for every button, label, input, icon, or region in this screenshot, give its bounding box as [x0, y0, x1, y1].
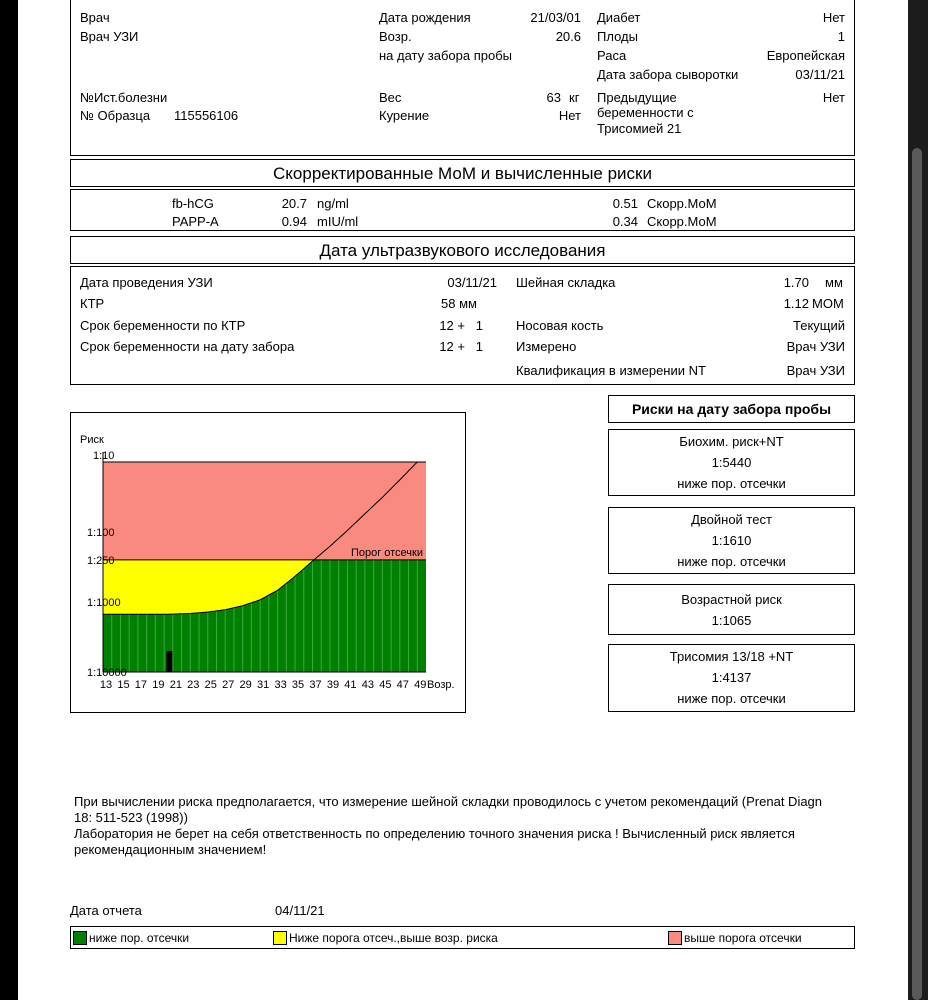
risk-card-double-test — [608, 507, 855, 574]
ga-crl-weeks: 12 + — [439, 318, 465, 333]
nt-label: Шейная складка — [516, 275, 616, 290]
mom-row-name: fb-hCG — [172, 196, 214, 211]
chart-x-tick-label: 41 — [344, 679, 357, 691]
legend-swatch — [668, 931, 682, 945]
ga-sample-label: Срок беременности на дату забора — [80, 339, 295, 354]
us-date-label: Дата проведения УЗИ — [80, 275, 213, 290]
chart-y-tick-label: 1:10000 — [87, 667, 127, 679]
race-value: Европейская — [766, 48, 845, 63]
ga-sample-days: 1 — [475, 339, 483, 354]
risk-card-note: ниже пор. отсечки — [677, 476, 786, 491]
risk-card-value: 1:5440 — [711, 455, 752, 470]
mom-row-name: PAPP-A — [172, 214, 219, 229]
mom-box — [70, 189, 855, 231]
prev-preg-label-2: беременности с — [597, 105, 694, 120]
doctor-label: Врач — [80, 10, 110, 25]
fetuses-label: Плоды — [597, 29, 638, 44]
weight-unit: кг — [569, 90, 580, 105]
us-date-value: 03/11/21 — [447, 275, 497, 290]
patient-info-box — [70, 0, 855, 156]
chart-y-tick-label: 1:10 — [93, 450, 115, 462]
chart-x-tick-label: 25 — [204, 679, 217, 691]
chart-x-tick-label: 29 — [239, 679, 252, 691]
disclaimer-line: 18: 511-523 (1998)) — [74, 810, 188, 825]
us-doctor-label: Врач УЗИ — [80, 29, 139, 44]
smoking-label: Курение — [379, 108, 430, 123]
chart-x-tick-label: 17 — [134, 679, 148, 691]
risk-card-trisomy-13-18 — [608, 644, 855, 712]
smoking-value: Нет — [558, 108, 581, 123]
mom-row-mom: 0.34 — [612, 214, 638, 229]
chart-x-tick-label: 35 — [291, 679, 305, 691]
prev-preg-value: Нет — [822, 90, 845, 105]
ultrasound-title-box — [70, 236, 855, 264]
legend-label: Ниже порога отсеч.,выше возр. риска — [289, 931, 498, 945]
risk-card-note: ниже пор. отсечки — [677, 554, 786, 569]
chart-x-tick-label: 23 — [187, 679, 200, 691]
chart-x-tick-label: 37 — [309, 679, 322, 691]
risk-card-title: Биохим. риск+NT — [679, 434, 784, 449]
ultrasound-title: Дата ультразвукового исследования — [319, 241, 606, 260]
chart-region-above-cutoff — [103, 462, 426, 560]
mom-title-box — [70, 159, 855, 187]
chart-x-tick-label: 15 — [117, 679, 130, 691]
mom-title: Скорректированные МоМ и вычисленные риски — [273, 164, 652, 183]
chart-x-tick-label: 47 — [396, 679, 409, 691]
case-no-label: №Ист.болезни — [80, 90, 168, 105]
chart-x-tick-label: 33 — [274, 679, 287, 691]
risks-header-label: Риски на дату забора пробы — [631, 401, 832, 417]
ga-sample-weeks: 12 + — [439, 339, 465, 354]
diabetes-value: Нет — [822, 10, 845, 25]
mom-row-unit: mIU/ml — [317, 214, 359, 229]
nasal-bone-label: Носовая кость — [516, 318, 604, 333]
sample-no-value: 115556106 — [174, 108, 239, 123]
disclaimer — [74, 794, 874, 858]
dob-label: Дата рождения — [379, 10, 471, 25]
weight-value: 63 — [546, 90, 561, 105]
chart-y-label: Риск — [80, 434, 104, 446]
disclaimer-line: При вычислении риска предполагается, что измерение шейной складки проводилось с учетом рекомендаций (Prenat Diagn — [74, 794, 823, 809]
weight-label: Вес — [379, 90, 402, 105]
legend-label: ниже пор. отсечки — [89, 931, 190, 945]
risk-card-title: Трисомия 13/18 +NT — [669, 649, 794, 664]
serum-date-label: Дата забора сыворотки — [597, 67, 739, 82]
disclaimer-line: Лаборатория не берет на себя ответственность по определению точного значения риска ! Вычисленный риск является — [74, 826, 795, 841]
risk-card-biochem — [608, 429, 855, 496]
chart-y-tick-label: 1:100 — [87, 527, 115, 539]
qualification-value: Врач УЗИ — [786, 363, 845, 378]
nasal-bone-value: Текущий — [793, 318, 845, 333]
chart-x-tick-label: 31 — [257, 679, 270, 691]
mom-row-value: 0.94 — [281, 214, 307, 229]
chart-x-tick-label: 49 — [414, 679, 427, 691]
report-date-value: 04/11/21 — [275, 903, 325, 918]
measured-value: Врач УЗИ — [786, 339, 845, 354]
report-page — [18, 0, 908, 1000]
crl-label: КТР — [80, 296, 105, 311]
prev-preg-label-3: Трисомией 21 — [597, 121, 682, 136]
risk-card-title: Двойной тест — [691, 512, 772, 527]
chart-x-tick-label: 43 — [361, 679, 375, 691]
report-date-label: Дата отчета — [70, 903, 142, 918]
prev-preg-label-1: Предыдущие — [597, 90, 677, 105]
risk-card-value: 1:1610 — [711, 533, 752, 548]
risk-card-value: 1:1065 — [711, 613, 752, 628]
risk-chart — [71, 413, 465, 712]
chart-x-tick-label: 39 — [326, 679, 340, 691]
risk-card-title: Возрастной риск — [681, 592, 782, 607]
serum-date-value: 03/11/21 — [795, 67, 845, 82]
chart-x-tick-label: 45 — [379, 679, 392, 691]
mom-row-mom: 0.51 — [612, 196, 638, 211]
risk-card-note: ниже пор. отсечки — [677, 691, 786, 706]
chart-x-tick-label: 21 — [169, 679, 182, 691]
scrollbar-thumb[interactable] — [912, 148, 922, 1000]
nt-unit: мм — [825, 275, 843, 290]
risk-chart-box — [70, 412, 466, 713]
crl-value: 58 мм — [441, 296, 477, 311]
mom-row-mom-label: Скорр.МоМ — [647, 214, 717, 229]
legend-swatch — [73, 931, 87, 945]
chart-x-tick-label: 27 — [222, 679, 235, 691]
age-value: 20.6 — [555, 29, 581, 44]
chart-x-tick-label: 19 — [152, 679, 165, 691]
nt-mom-unit: MOM — [812, 296, 844, 311]
chart-cutoff-label: Порог отсечки — [350, 546, 423, 559]
nt-mom-value: 1.12 — [783, 296, 809, 311]
measured-label: Измерено — [516, 339, 577, 354]
ultrasound-box — [70, 266, 855, 385]
qualification-label: Квалификация в измерении NT — [516, 363, 706, 378]
chart-patient-marker — [166, 651, 172, 672]
risk-card-age — [608, 584, 855, 635]
diabetes-label: Диабет — [597, 10, 641, 25]
age-sub-label: на дату забора пробы — [379, 48, 512, 63]
risk-card-value: 1:4137 — [711, 670, 752, 685]
chart-y-tick-label: 1:1000 — [87, 597, 121, 609]
chart-y-tick-label: 1:250 — [87, 554, 115, 567]
ga-crl-label: Срок беременности по КТР — [80, 318, 246, 333]
disclaimer-line: рекомендационным значением! — [74, 842, 267, 857]
ga-crl-days: 1 — [475, 318, 483, 333]
legend-label: выше порога отсечки — [684, 931, 802, 945]
sample-no-label: № Образца — [80, 108, 151, 123]
legend-box — [70, 926, 855, 949]
race-label: Раса — [597, 48, 627, 63]
mom-row-mom-label: Скорр.МоМ — [647, 196, 717, 211]
nt-value: 1.70 — [783, 275, 809, 290]
fetuses-value: 1 — [837, 29, 845, 44]
mom-row-unit: ng/ml — [317, 196, 349, 211]
age-label: Возр. — [379, 29, 412, 44]
mom-row-value: 20.7 — [281, 196, 307, 211]
legend-swatch — [273, 931, 287, 945]
chart-x-label: Возр. — [427, 679, 455, 691]
chart-x-tick-label: 13 — [99, 679, 113, 691]
risks-header — [608, 395, 855, 423]
dob-value: 21/03/01 — [530, 10, 581, 25]
